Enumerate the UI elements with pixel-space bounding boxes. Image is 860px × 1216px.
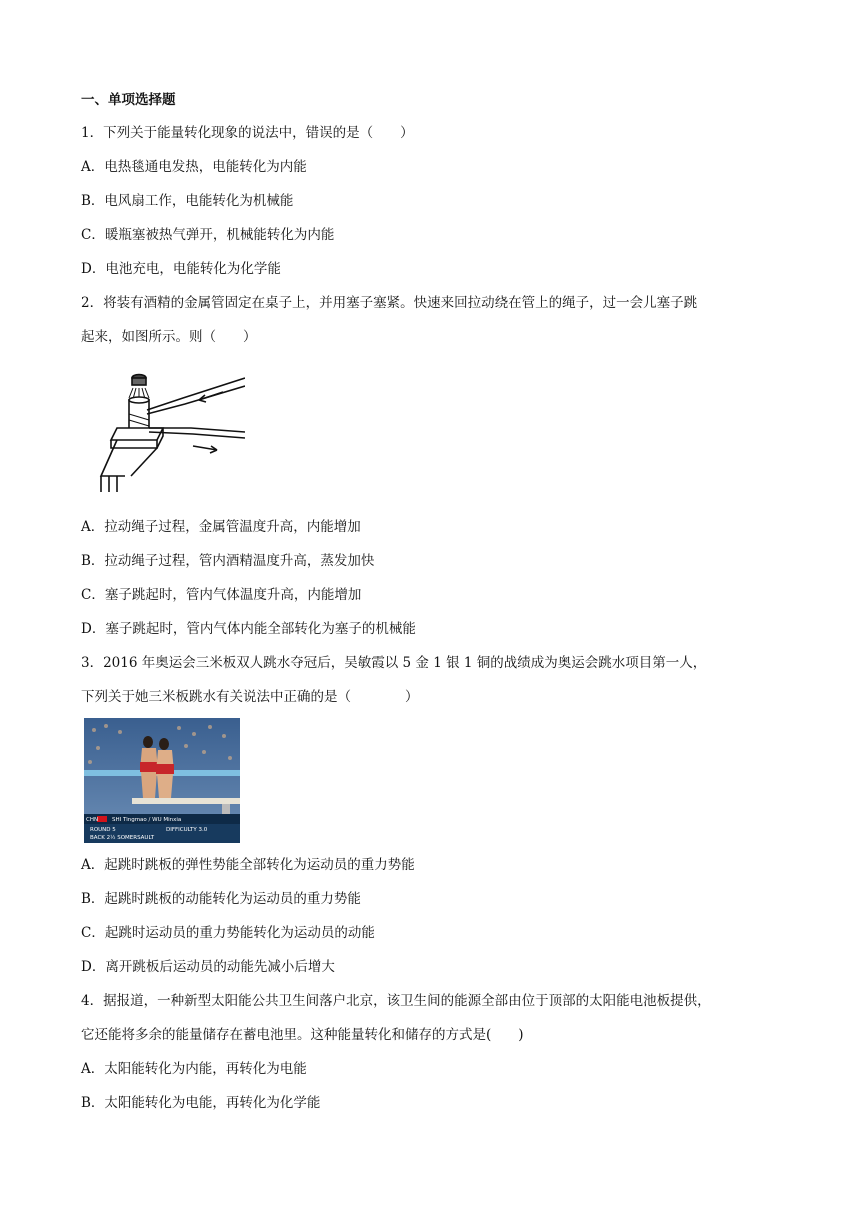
question-2-option-a: A．拉动绳子过程，金属管温度升高，内能增加 bbox=[81, 519, 361, 535]
question-3-option-c: C．起跳时运动员的重力势能转化为运动员的动能 bbox=[81, 925, 375, 941]
caption-round: ROUND 5 bbox=[90, 827, 116, 833]
question-3-option-d: D．离开跳板后运动员的动能先减小后增大 bbox=[81, 959, 335, 975]
question-2-stem-line-1: 2．将装有酒精的金属管固定在桌子上，并用塞子塞紧。快速来回拉动绕在管上的绳子，过一会儿塞子跳 bbox=[81, 295, 698, 311]
question-2-option-c: C．塞子跳起时，管内气体温度升高，内能增加 bbox=[81, 587, 362, 603]
question-4-option-b: B．太阳能转化为电能，再转化为化学能 bbox=[81, 1095, 321, 1111]
question-3-option-b: B．起跳时跳板的动能转化为运动员的重力势能 bbox=[81, 891, 361, 907]
question-1-option-c: C．暖瓶塞被热气弹开，机械能转化为内能 bbox=[81, 227, 335, 243]
section-heading: 一、单项选择题 bbox=[81, 92, 176, 108]
caption-country: CHN bbox=[86, 817, 99, 823]
question-4-stem-line-2: 它还能将多余的能量储存在蓄电池里。这种能量转化和储存的方式是( ) bbox=[81, 1027, 524, 1043]
question-3-stem-line-1: 3．2016 年奥运会三米板双人跳水夺冠后，吴敏霞以 5 金 1 银 1 铜的战绩成为奥运会跳水项目第一人， bbox=[81, 655, 707, 671]
question-1-option-b: B．电风扇工作，电能转化为机械能 bbox=[81, 193, 294, 209]
caption-difficulty: DIFFICULTY 3.0 bbox=[166, 827, 208, 833]
caption-dive: BACK 2½ SOMERSAULT bbox=[90, 835, 155, 841]
diving-photo bbox=[84, 718, 240, 843]
question-4-stem-line-1: 4．据报道，一种新型太阳能公共卫生间落户北京，该卫生间的能源全部由位于顶部的太阳能电池板提供， bbox=[81, 993, 711, 1009]
question-2-option-b: B．拉动绳子过程，管内酒精温度升高，蒸发加快 bbox=[81, 553, 375, 569]
question-1-stem: 1．下列关于能量转化现象的说法中，错误的是（ ） bbox=[81, 125, 414, 141]
question-4-option-a: A．太阳能转化为内能，再转化为电能 bbox=[81, 1061, 307, 1077]
question-1-option-d: D．电池充电，电能转化为化学能 bbox=[81, 261, 281, 277]
question-3-stem-line-2: 下列关于她三米板跳水有关说法中正确的是（ ） bbox=[81, 689, 419, 705]
caption-names: SHI Tingmao / WU Minxia bbox=[112, 817, 182, 823]
rope-tube-diagram bbox=[95, 368, 245, 498]
question-1-option-a: A．电热毯通电发热，电能转化为内能 bbox=[81, 159, 307, 175]
question-2-option-d: D．塞子跳起时，管内气体内能全部转化为塞子的机械能 bbox=[81, 621, 416, 637]
question-3-option-a: A．起跳时跳板的弹性势能全部转化为运动员的重力势能 bbox=[81, 857, 415, 873]
question-2-stem-line-2: 起来，如图所示。则（ ） bbox=[81, 329, 257, 345]
